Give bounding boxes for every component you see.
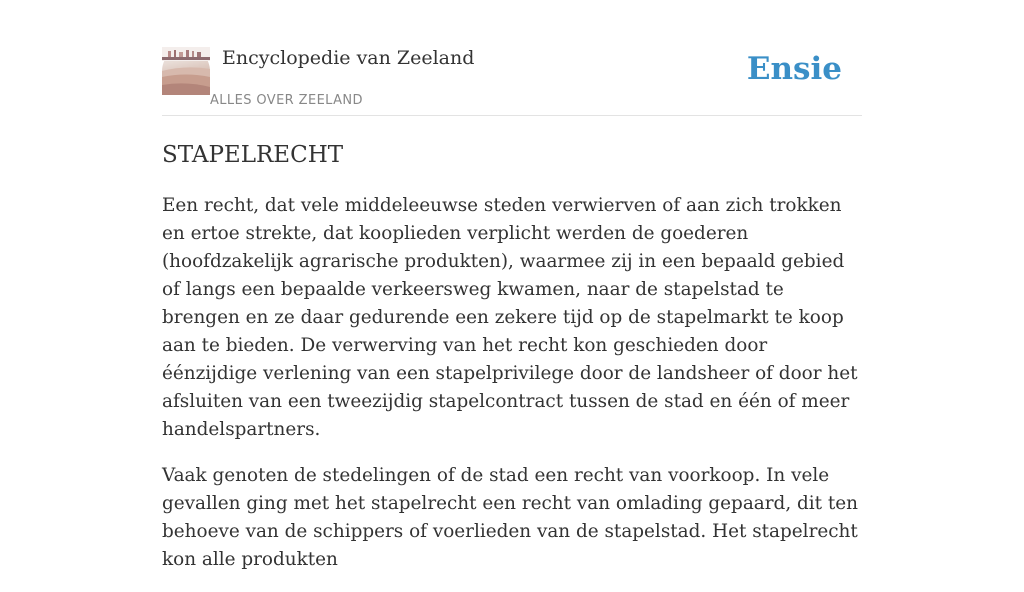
site-avatar-image-icon [162, 47, 210, 95]
site-header [162, 0, 862, 116]
article-paragraph: Een recht, dat vele middeleeuwse steden verwierven of aan zich trokken en ertoe strekte, dat kooplieden verplicht werden de goederen (hoofdzakelijk agrarische produkten), waarmee zij in een bepaald gebied of langs een bepaalde verkeersweg kwamen, naar de stapelstad te brengen en ze daar gedurende een zekere tijd op de stapelmarkt te koop aan te bieden. De verwerving van het recht kon geschieden door éénzijdige verlening van een stapelprivilege door de landsheer of door het afsluiten van een tweezijdig stapelcontract tussen de stad en één of meer handelspartners. [162, 195, 858, 440]
site-subtitle: ALLES OVER ZEELAND [210, 93, 363, 108]
article-paragraph: Vaak genoten de stedelingen of de stad een recht van voorkoop. In vele gevallen ging met het stapelrecht een recht van omlading gepaard, dit ten behoeve van de schippers of voerlieden van de stapelstad. Het stapelrecht kon alle produkten [162, 465, 859, 570]
page-container [162, 0, 862, 570]
article-title: STAPELRECHT [162, 142, 344, 168]
site-avatar[interactable] [162, 47, 210, 95]
article-body [162, 192, 862, 592]
ensie-logo[interactable]: Ensie [746, 51, 842, 87]
site-title[interactable]: Encyclopedie van Zeeland [222, 47, 475, 69]
